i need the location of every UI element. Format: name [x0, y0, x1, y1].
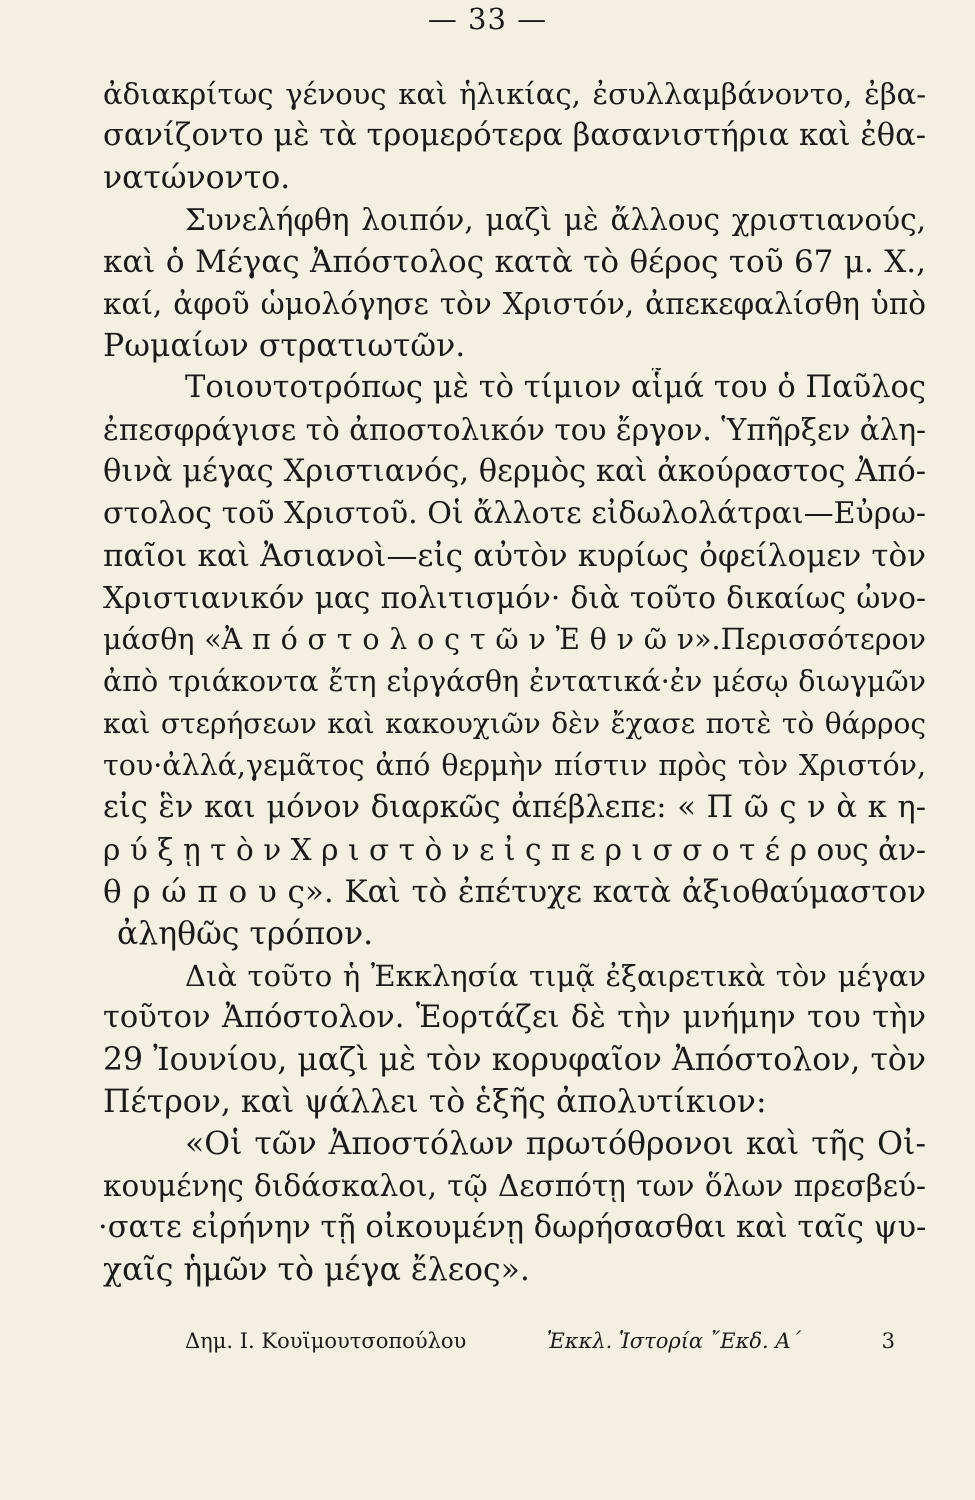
text-line: καὶ στερήσεων καὶ κακουχιῶν δὲν ἔχασε ποτὲ τὸ θάρρος: [103, 707, 926, 740]
text-line: Τοιουτοτρόπως μὲ τὸ τίμιον αἷμά του ὁ Παῦλος: [185, 370, 926, 405]
text-line: ἀδιακρίτως γένους καὶ ἡλικίας, ἐσυλλαμβάνοντο, ἐβα-: [103, 77, 926, 111]
text-line: θινὰ μέγας Χριστιανός, θερμὸς καὶ ἀκούραστος Ἀπό-: [103, 454, 926, 489]
text-line: ·σατε εἰρήνην τῇ οἰκουμένῃ δωρήσασθαι καὶ ταῖς ψυ-: [98, 1210, 926, 1245]
footer-book-title: Ἐκκλ. Ἱστορία ῎Εκδ. Α΄: [546, 1329, 802, 1353]
text-line: Συνελήφθη λοιπόν, μαζὶ μὲ ἄλλους χριστιανούς,: [185, 203, 926, 237]
text-line: Ρωμαίων στρατιωτῶν.: [103, 328, 466, 364]
footer-signature: 3: [881, 1329, 895, 1353]
text-line: καί, ἀφοῦ ὡμολόγησε τὸν Χριστόν, ἀπεκεφαλίσθη ὑπὸ: [103, 287, 926, 321]
text-line: ἀπὸ τριάκοντα ἔτη εἰργάσθη ἐντατικά·ἐν μέσῳ διωγμῶν: [103, 665, 926, 698]
text-line: στολος τοῦ Χριστοῦ. Οἱ ἄλλοτε εἰδωλολάτραι—Εὐρω-: [103, 496, 926, 531]
footer-author: Δημ. Ι. Κουϊμουτσοπούλου: [185, 1329, 467, 1353]
text-line: παῖοι καὶ Ἀσιανοὶ—εἰς αὐτὸν κυρίως ὀφείλομεν τὸν: [103, 538, 926, 574]
text-line: Χριστιανικόν μας πολιτισμόν· διὰ τοῦτο δικαίως ὠνο-: [103, 581, 926, 615]
text-line: ἐπεσφράγισε τὸ ἀποστολικόν του ἔργον. Ὑπῆρξεν ἀλη-: [103, 413, 926, 447]
text-line: Διὰ τοῦτο ἡ Ἐκκλησία τιμᾷ ἐξαιρετικὰ τὸν μέγαν: [185, 959, 926, 993]
text-line: μάσθη «Ἀ π ό σ τ ο λ ο ς τ ῶ ν Ἐ θ ν ῶ ν».Περισσότερον: [103, 623, 926, 656]
text-line: «Οἱ τῶν Ἀποστόλων πρωτόθρονοι καὶ τῆς Οἰ-: [185, 1126, 926, 1162]
text-line: νατώνοντο.: [103, 160, 291, 196]
text-line: τοῦτον Ἀπόστολον. Ἑορτάζει δὲ τὴν μνήμην του τὴν: [103, 1000, 926, 1035]
text-line: του·ἀλλά,γεμᾶτος ἀπό θερμὴν πίστιν πρὸς τὸν Χριστόν,: [103, 749, 926, 782]
text-line: Πέτρον, καὶ ψάλλει τὸ ἑξῆς ἀπολυτίκιον:: [103, 1084, 767, 1120]
text-line: καὶ ὁ Μέγας Ἀπόστολος κατὰ τὸ θέρος τοῦ 67 μ. Χ.,: [103, 244, 926, 280]
text-line: εἰς ἓν και μόνον διαρκῶς ἀπέβλεπε: « Π ῶ ς ν ὰ κ η-: [103, 790, 926, 825]
text-line: ρ ύ ξ ῃ τ ὸ ν Χ ρ ι σ τ ὸ ν ε ἰ ς π ε ρ ι σ σ ο τ έ ρ ους ἀν-: [103, 833, 926, 867]
text-line: κουμένης διδάσκαλοι, τῷ Δεσπότῃ των ὅλων πρεσβεύ-: [103, 1169, 926, 1203]
text-line: σανίζοντο μὲ τὰ τρομερότερα βασανιστήρια καὶ ἐθα-: [103, 118, 926, 153]
text-line: χαῖς ἡμῶν τὸ μέγα ἔλεος».: [103, 1252, 530, 1288]
page-number: — 33 —: [427, 2, 548, 36]
text-line: ἀληθῶς τρόπον.: [117, 916, 374, 952]
text-line: 29 Ἰουνίου, μαζὶ μὲ τὸν κορυφαῖον Ἀπόστολον, τὸν: [103, 1042, 926, 1078]
text-line: θ ρ ώ π ο υ ς». Καὶ τὸ ἐπέτυχε κατὰ ἀξιοθαύμαστον: [103, 874, 926, 910]
page-footer: [185, 1326, 895, 1356]
